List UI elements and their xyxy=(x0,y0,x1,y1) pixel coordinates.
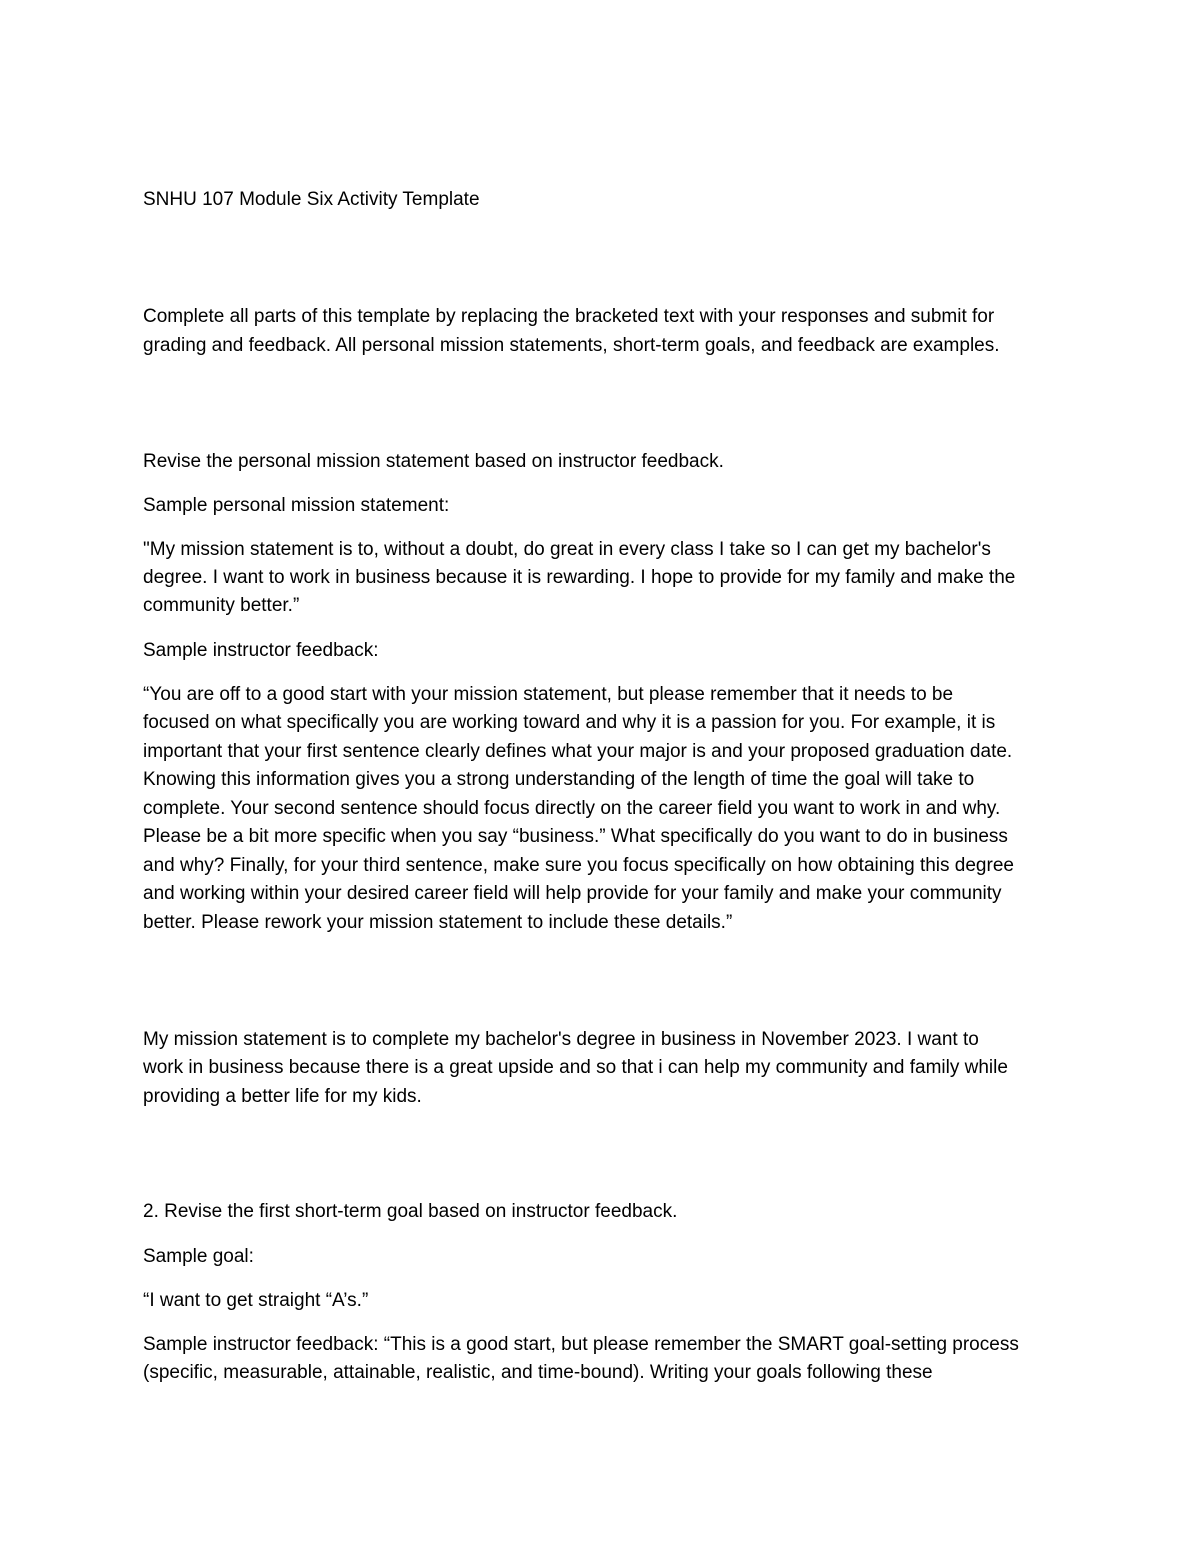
feedback-line: important that your first sentence clearly defines what your major is and your proposed graduation date. xyxy=(143,741,1013,762)
mission-response-line: My mission statement is to complete my bachelor's degree in business in November 2023. I want to xyxy=(143,1029,979,1050)
section1-prompt: Revise the personal mission statement based on instructor feedback. xyxy=(143,451,724,472)
feedback-line: better. Please rework your mission statement to include these details.” xyxy=(143,912,733,933)
feedback-line: Knowing this information gives you a strong understanding of the length of time the goal will take to xyxy=(143,769,975,790)
sample-mission-line: "My mission statement is to, without a doubt, do great in every class I take so I can get my bachelor's xyxy=(143,539,991,560)
sample-goal: “I want to get straight “A’s.” xyxy=(143,1290,369,1311)
mission-response-line: providing a better life for my kids. xyxy=(143,1086,422,1107)
feedback-line: and working within your desired career field will help provide for your family and make your community xyxy=(143,883,1002,904)
goal-feedback-line: (specific, measurable, attainable, realistic, and time-bound). Writing your goals following these xyxy=(143,1362,933,1383)
sample-goal-label: Sample goal: xyxy=(143,1246,254,1267)
sample-mission-line: degree. I want to work in business because it is rewarding. I hope to provide for my family and make the xyxy=(143,567,1016,588)
sample-mission-line: community better.” xyxy=(143,595,300,616)
document-title: SNHU 107 Module Six Activity Template xyxy=(143,189,480,210)
mission-response-line: work in business because there is a great upside and so that i can help my community and family while xyxy=(143,1057,1008,1078)
feedback-line: Please be a bit more specific when you say “business.” What specifically do you want to do in business xyxy=(143,826,1008,847)
sample-mission-label: Sample personal mission statement: xyxy=(143,495,450,516)
instructions-line: Complete all parts of this template by replacing the bracketed text with your responses and submit for xyxy=(143,306,995,327)
feedback-line: “You are off to a good start with your mission statement, but please remember that it needs to be xyxy=(143,684,954,705)
feedback-line: and why? Finally, for your third sentence, make sure you focus specifically on how obtaining this degree xyxy=(143,855,1014,876)
sample-feedback-label: Sample instructor feedback: xyxy=(143,640,379,661)
goal-feedback-line: Sample instructor feedback: “This is a good start, but please remember the SMART goal-setting process xyxy=(143,1334,1019,1355)
feedback-line: complete. Your second sentence should focus directly on the career field you want to work in and why. xyxy=(143,798,1001,819)
feedback-line: focused on what specifically you are working toward and why it is a passion for you. For example, it is xyxy=(143,712,996,733)
section2-prompt: 2. Revise the first short-term goal based on instructor feedback. xyxy=(143,1201,678,1222)
instructions-line: grading and feedback. All personal mission statements, short-term goals, and feedback are examples. xyxy=(143,335,1000,356)
